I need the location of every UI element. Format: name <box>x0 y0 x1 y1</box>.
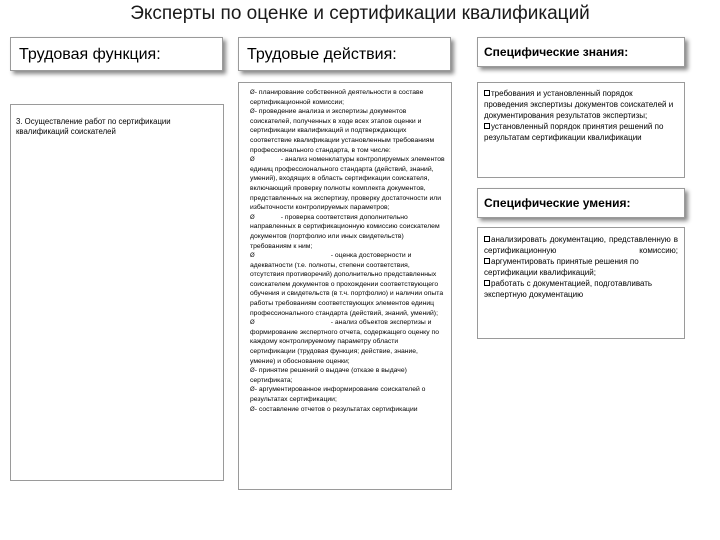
labor-function-header <box>10 37 223 71</box>
action-text: - оценка достоверности и адекватности (т.е. полноты, степени соответствия, отсутствия противоречий) дополнительно представленных соискателем документов о прохождении соответствующего обучения и свидетельств (в т.ч. портфолио) и наличии опыта работы требованиям соответствующих элементов единиц профессионального стандарта (действий, знаний, умений); <box>250 252 444 317</box>
specific-knowledge-header <box>477 37 685 67</box>
skill-text: аргументировать принятые решения по сертификации квалификаций; <box>484 257 639 277</box>
arrow-bullet-icon: Ø <box>250 386 255 394</box>
action-item <box>250 318 445 366</box>
arrow-bullet-icon: Ø <box>250 319 255 327</box>
specific-skills-header <box>477 188 685 218</box>
arrow-bullet-icon: Ø <box>250 405 255 413</box>
checkbox-bullet-icon <box>484 123 490 129</box>
action-item <box>250 88 445 107</box>
checkbox-bullet-icon <box>484 236 490 242</box>
arrow-bullet-icon: Ø <box>250 213 255 221</box>
action-item <box>250 405 445 415</box>
specific-knowledge-box <box>477 82 685 178</box>
action-item <box>250 385 445 404</box>
labor-function-header-label: Трудовая функция: <box>19 46 161 63</box>
specific-skills-box <box>477 227 685 339</box>
action-item <box>250 155 445 213</box>
specific-knowledge-header-label: Специфические знания: <box>484 45 629 59</box>
action-text: - принятие решений о выдаче (отказе в выдаче) сертификата; <box>250 367 407 384</box>
checkbox-bullet-icon <box>484 280 490 286</box>
checkbox-bullet-icon <box>484 258 490 264</box>
labor-function-box <box>10 104 224 481</box>
action-text: - составление отчетов о результатах сертификации <box>254 405 418 413</box>
action-item <box>250 366 445 385</box>
action-text: - аргументированное информирование соискателей о результатах сертификации; <box>250 386 426 403</box>
action-item <box>250 213 445 251</box>
skill-item <box>484 278 678 300</box>
page-title: Эксперты по оценке и сертификации квалификаций <box>130 3 590 24</box>
checkbox-bullet-icon <box>484 90 490 96</box>
action-item <box>250 251 445 318</box>
action-text: - проверка соответствия дополнительно направленных в сертификационную комиссию соискателем документов (портфолио или иных свидетельств) требованиям к ним; <box>250 213 440 250</box>
action-item <box>250 107 445 155</box>
action-text: - анализ объектов экспертизы и формирование экспертного отчета, содержащего оценку по каждому контролируемому параметру области сертификации (трудовая функция; действие, знание, умение) и обоснование оценки; <box>250 319 439 365</box>
action-text: - анализ номенклатуры контролируемых элементов единиц профессионального стандарта (действий, знаний, умений), входящих в область сертификации соискателя, включающий проверку полноты комплекта документов, представленных на экспертизу, проверку достаточности или избыточности контролируемых параметров; <box>250 156 445 212</box>
arrow-bullet-icon: Ø <box>250 89 255 96</box>
knowledge-text: требования и установленный порядок проведения экспертизы документов соискателей и документирования результатов экспертизы; <box>484 89 674 120</box>
labor-actions-box <box>238 82 452 490</box>
labor-function-text: 3. Осуществление работ по сертификации квалификаций соискателей <box>16 117 171 136</box>
skill-text: работать с документацией, подготавливать экспертную документацию <box>484 279 653 299</box>
knowledge-item <box>484 88 678 121</box>
knowledge-text: установленный порядок принятия решений по результатам сертификации квалификации <box>484 122 664 142</box>
skill-item <box>484 256 678 278</box>
action-text: - проведение анализа и экспертизы документов соискателей, полученных в ходе всех этапов оценки и сертификации квалификаций и подтверждающих соответствие квалификации установленным требованиям профессионального стандарта, в том числе: <box>250 108 435 154</box>
skill-text: анализировать документацию, представленную в сертификационную комиссию; <box>484 235 678 255</box>
arrow-bullet-icon: Ø <box>250 367 255 375</box>
labor-actions-header <box>238 37 451 71</box>
knowledge-item <box>484 121 678 143</box>
skill-item <box>484 234 678 256</box>
arrow-bullet-icon: Ø <box>250 156 255 164</box>
arrow-bullet-icon: Ø <box>250 252 255 260</box>
action-text: - планирование собственной деятельности в составе сертификационной комиссии; <box>250 89 424 106</box>
specific-skills-header-label: Специфические умения: <box>484 196 631 210</box>
arrow-bullet-icon: Ø <box>250 108 255 116</box>
labor-actions-header-label: Трудовые действия: <box>247 46 397 63</box>
